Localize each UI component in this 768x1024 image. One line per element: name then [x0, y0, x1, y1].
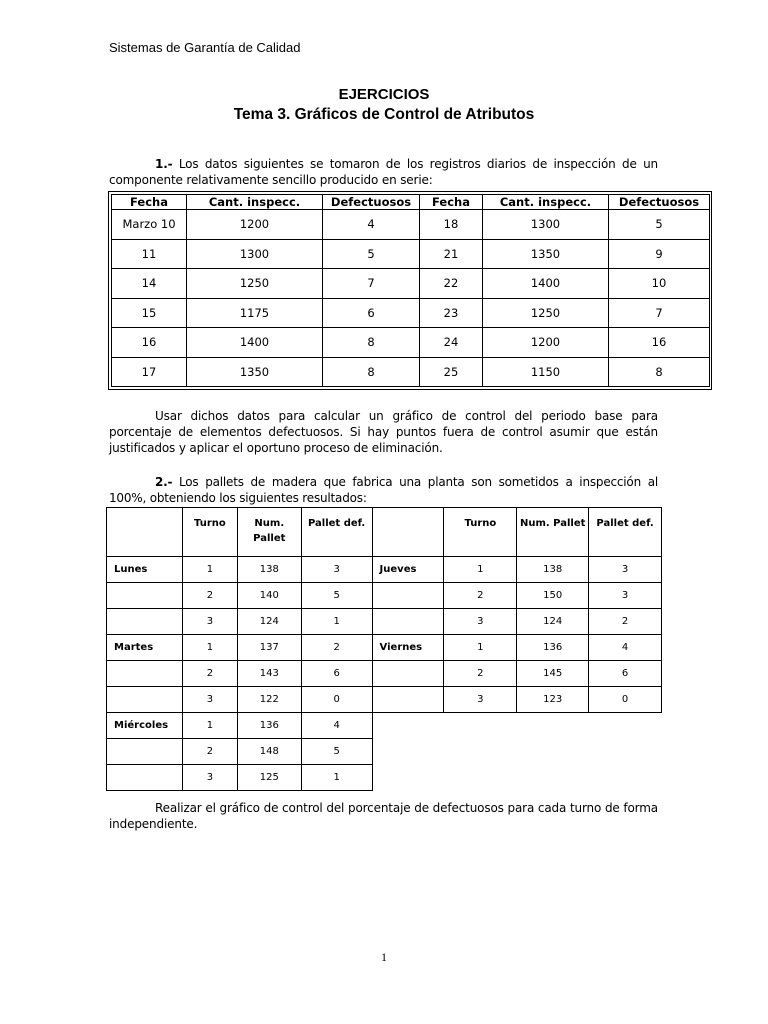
table-cell: 4 — [589, 635, 662, 661]
table-cell: 140 — [237, 583, 301, 609]
pallet-column-header: Num. Pallet — [237, 508, 301, 557]
page-number: 1 — [381, 950, 387, 964]
page-subtitle: Tema 3. Gráficos de Control de Atributos — [233, 106, 535, 123]
table-cell: 136 — [517, 635, 589, 661]
table-cell: 8 — [609, 357, 710, 387]
table-cell: 143 — [237, 661, 301, 687]
day-label — [107, 739, 183, 765]
day-label — [372, 661, 444, 687]
table-cell: 3 — [182, 765, 237, 791]
table-row — [112, 298, 710, 328]
table-cell: 138 — [237, 557, 301, 583]
table-row — [107, 687, 662, 713]
table-cell: 1 — [301, 609, 372, 635]
pallet-column-header: Turno — [444, 508, 517, 557]
table-cell: 125 — [237, 765, 301, 791]
table-cell: 138 — [517, 557, 589, 583]
table-cell: 7 — [323, 269, 420, 299]
table-cell: 3 — [444, 609, 517, 635]
table-cell: 16 — [609, 328, 710, 358]
table-cell: 1 — [182, 713, 237, 739]
pallet-column-header — [372, 508, 444, 557]
exercise-1-number: 1.- — [155, 157, 173, 171]
empty-cell — [589, 739, 662, 765]
day-label — [107, 661, 183, 687]
table-cell: 3 — [444, 687, 517, 713]
table-cell: 6 — [589, 661, 662, 687]
table-row — [107, 635, 662, 661]
table-row — [107, 765, 662, 791]
table-cell: 145 — [517, 661, 589, 687]
empty-cell — [372, 765, 444, 791]
inspection-column-header: Cant. inspecc. — [187, 195, 323, 210]
table-cell: 1200 — [483, 328, 609, 358]
table-cell: 0 — [301, 687, 372, 713]
table-cell: 1 — [182, 635, 237, 661]
table-cell: 1 — [182, 557, 237, 583]
table-cell: 7 — [609, 298, 710, 328]
day-label: Lunes — [107, 557, 183, 583]
exercise-2-intro — [109, 474, 658, 506]
table-row — [112, 328, 710, 358]
empty-cell — [589, 713, 662, 739]
table-cell: 2 — [182, 583, 237, 609]
inspection-column-header: Defectuosos — [323, 195, 420, 210]
table-cell: 1300 — [483, 210, 609, 240]
table-cell: 25 — [420, 357, 483, 387]
table-cell: 5 — [609, 210, 710, 240]
table-row — [112, 210, 710, 240]
exercise-1-instructions — [109, 408, 658, 456]
table-cell: 4 — [301, 713, 372, 739]
empty-cell — [589, 765, 662, 791]
table-cell: 1250 — [483, 298, 609, 328]
table-cell: 17 — [112, 357, 187, 387]
table-cell: 23 — [420, 298, 483, 328]
table-cell: 18 — [420, 210, 483, 240]
exercise-1-intro — [109, 156, 658, 188]
table-cell: 10 — [609, 269, 710, 299]
exercise-2-number: 2.- — [155, 475, 173, 489]
table-row — [107, 609, 662, 635]
table-row — [107, 713, 662, 739]
day-label — [107, 609, 183, 635]
table-row — [107, 739, 662, 765]
day-label — [372, 583, 444, 609]
table-cell: 0 — [589, 687, 662, 713]
table-cell: 1400 — [483, 269, 609, 299]
table-row — [107, 583, 662, 609]
table-cell: 1 — [444, 635, 517, 661]
empty-cell — [444, 713, 517, 739]
empty-cell — [517, 713, 589, 739]
table-cell: 2 — [301, 635, 372, 661]
day-label: Martes — [107, 635, 183, 661]
table-cell: 5 — [301, 739, 372, 765]
inspection-column-header: Defectuosos — [609, 195, 710, 210]
table-row — [112, 357, 710, 387]
table-cell: 150 — [517, 583, 589, 609]
inspection-table-header — [112, 195, 710, 210]
day-label — [372, 609, 444, 635]
table-cell: 1400 — [187, 328, 323, 358]
table-cell: 8 — [323, 357, 420, 387]
day-label — [372, 687, 444, 713]
table-cell: 2 — [444, 661, 517, 687]
pallet-column-header: Turno — [182, 508, 237, 557]
table-cell: 1 — [444, 557, 517, 583]
day-label — [107, 765, 183, 791]
exercise-2-instructions-text: Realizar el gráfico de control del porcentaje de defectuosos para cada turno de forma independiente. — [109, 801, 658, 831]
table-cell: 14 — [112, 269, 187, 299]
table-cell: 21 — [420, 239, 483, 269]
table-cell: 8 — [323, 328, 420, 358]
table-cell: 6 — [323, 298, 420, 328]
table-row — [112, 239, 710, 269]
table-cell: 124 — [237, 609, 301, 635]
table-cell: 3 — [301, 557, 372, 583]
empty-cell — [444, 739, 517, 765]
table-cell: 137 — [237, 635, 301, 661]
day-label: Jueves — [372, 557, 444, 583]
table-cell: 4 — [323, 210, 420, 240]
exercise-2-instructions — [109, 800, 658, 832]
table-cell: 2 — [182, 661, 237, 687]
table-cell: 124 — [517, 609, 589, 635]
table-cell: 1200 — [187, 210, 323, 240]
running-header: Sistemas de Garantía de Calidad — [109, 40, 301, 55]
table-cell: 1350 — [483, 239, 609, 269]
table-cell: 148 — [237, 739, 301, 765]
day-label — [107, 687, 183, 713]
table-cell: 5 — [301, 583, 372, 609]
table-cell: 3 — [182, 609, 237, 635]
table-cell: 5 — [323, 239, 420, 269]
table-cell: 2 — [589, 609, 662, 635]
empty-cell — [517, 739, 589, 765]
inspection-table — [108, 191, 712, 390]
page-title: EJERCICIOS — [338, 86, 430, 103]
table-cell: 1300 — [187, 239, 323, 269]
table-cell: 1175 — [187, 298, 323, 328]
empty-cell — [372, 739, 444, 765]
empty-cell — [372, 713, 444, 739]
pallet-table — [106, 507, 662, 791]
pallet-table-header — [107, 508, 662, 557]
pallet-column-header: Pallet def. — [301, 508, 372, 557]
table-cell: 6 — [301, 661, 372, 687]
exercise-1-intro-text: Los datos siguientes se tomaron de los registros diarios de inspección de un componente relativamente sencillo producido en serie: — [109, 157, 658, 187]
empty-cell — [517, 765, 589, 791]
pallet-column-header: Num. Pallet — [517, 508, 589, 557]
day-label: Miércoles — [107, 713, 183, 739]
inspection-column-header: Cant. inspecc. — [483, 195, 609, 210]
table-cell: 9 — [609, 239, 710, 269]
exercise-1-instructions-text: Usar dichos datos para calcular un gráfico de control del periodo base para porcentaje de elementos defectuosos. Si hay puntos fuera de control asumir que están justificados y aplicar el oportuno proceso de eliminación. — [109, 409, 658, 455]
table-cell: 24 — [420, 328, 483, 358]
table-cell: 22 — [420, 269, 483, 299]
inspection-column-header: Fecha — [112, 195, 187, 210]
table-cell: 1150 — [483, 357, 609, 387]
table-cell: 3 — [182, 687, 237, 713]
pallet-column-header — [107, 508, 183, 557]
table-cell: 1250 — [187, 269, 323, 299]
table-cell: 3 — [589, 583, 662, 609]
table-cell: 3 — [589, 557, 662, 583]
table-cell: 2 — [182, 739, 237, 765]
inspection-column-header: Fecha — [420, 195, 483, 210]
table-cell: Marzo 10 — [112, 210, 187, 240]
table-row — [107, 661, 662, 687]
table-cell: 16 — [112, 328, 187, 358]
table-cell: 136 — [237, 713, 301, 739]
empty-cell — [444, 765, 517, 791]
table-cell: 123 — [517, 687, 589, 713]
table-cell: 11 — [112, 239, 187, 269]
table-row — [112, 269, 710, 299]
exercise-2-intro-text: Los pallets de madera que fabrica una planta son sometidos a inspección al 100%, obteniendo los siguientes resultados: — [109, 475, 658, 505]
table-cell: 2 — [444, 583, 517, 609]
table-cell: 1 — [301, 765, 372, 791]
day-label — [107, 583, 183, 609]
table-row — [107, 557, 662, 583]
pallet-column-header: Pallet def. — [589, 508, 662, 557]
table-cell: 15 — [112, 298, 187, 328]
table-cell: 1350 — [187, 357, 323, 387]
day-label: Viernes — [372, 635, 444, 661]
table-cell: 122 — [237, 687, 301, 713]
